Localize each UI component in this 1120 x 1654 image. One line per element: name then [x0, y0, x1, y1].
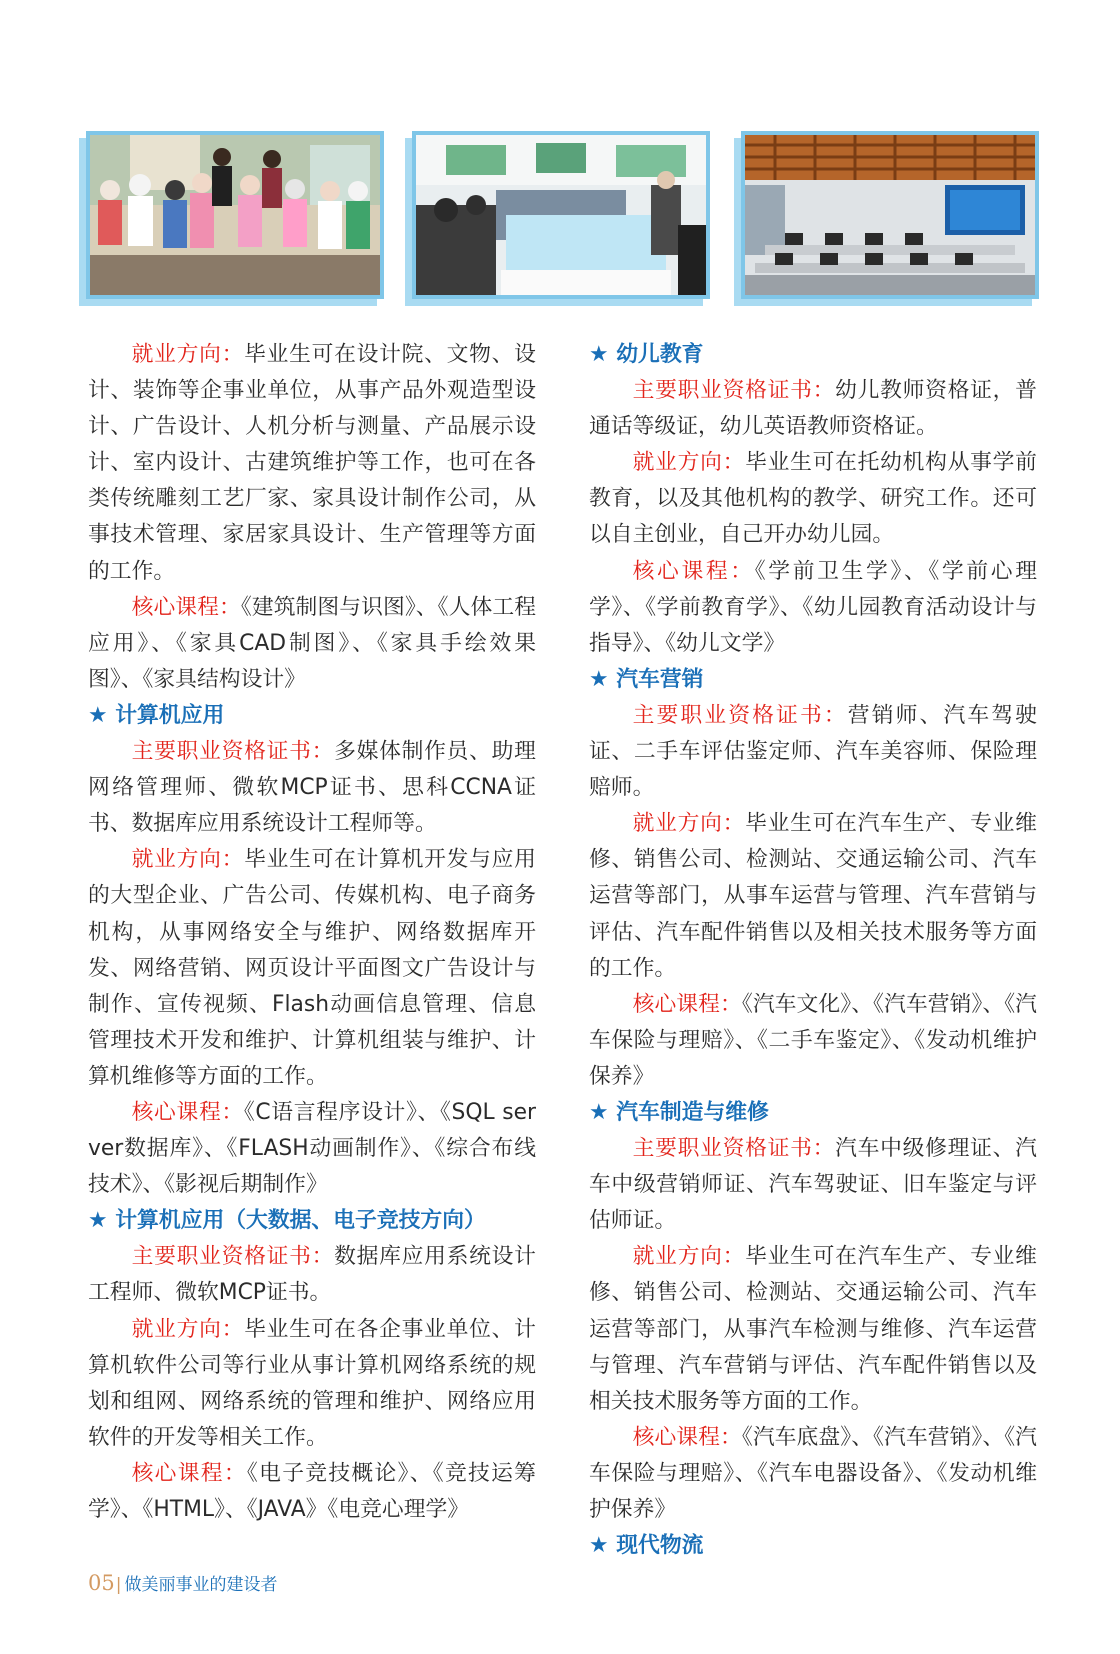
paragraph: [88, 734, 536, 842]
section-heading: [589, 662, 1037, 698]
section-heading: [589, 1528, 1037, 1564]
page-number: 05: [88, 1571, 115, 1595]
star-icon: ★: [589, 1099, 609, 1125]
paragraph: [88, 1239, 536, 1311]
photo-sand-table-exhibition: [412, 131, 710, 299]
star-icon: ★: [589, 342, 609, 367]
footer-divider: |: [115, 1575, 122, 1595]
section-label: 就业方向：: [632, 811, 746, 837]
section-label: 就业方向：: [632, 450, 746, 476]
heading-text: 汽车制造与维修: [616, 1099, 769, 1125]
paragraph-text: 《学前卫生学》、《学前心理学》、《学前教育学》、《幼儿园教育活动设计与指导》、《幼儿文学》: [589, 558, 1037, 656]
section-heading: [589, 337, 1037, 373]
paragraph: [589, 554, 1037, 662]
section-label: 主要职业资格证书：: [131, 739, 335, 765]
paragraph-text: 汽车中级修理证、汽车中级营销师证、汽车驾驶证、旧车鉴定与评估师证。: [589, 1136, 1037, 1234]
section-label: 核心课程：: [632, 991, 742, 1017]
section-label: 就业方向：: [131, 1316, 245, 1342]
section-label: 就业方向：: [131, 342, 245, 367]
star-icon: ★: [589, 666, 609, 692]
paragraph: [589, 806, 1037, 986]
section-label: 主要职业资格证书：: [632, 1136, 836, 1162]
paragraph-text: 《汽车文化》、《汽车营销》、《汽车保险与理赔》、《二手车鉴定》、《发动机维护保养》: [589, 991, 1037, 1089]
paragraph-text: 《C语言程序设计》、《SQL server数据库》、《FLASH动画制作》、《综合布线技术》、《影视后期制作》: [88, 1099, 536, 1198]
paragraph-text: 营销师、汽车驾驶证、二手车评估鉴定师、汽车美容师、保险理赔师。: [589, 702, 1037, 801]
section-label: 主要职业资格证书：: [131, 1244, 335, 1270]
section-label: 核心课程：: [131, 1099, 244, 1125]
section-label: 就业方向：: [131, 847, 245, 873]
paragraph: [88, 1095, 536, 1203]
paragraph: [589, 698, 1037, 806]
star-icon: ★: [88, 702, 108, 728]
paragraph-text: 《汽车底盘》、《汽车营销》、《汽车保险与理赔》、《汽车电器设备》、《发动机维护保养》: [589, 1424, 1037, 1522]
paragraph-text: 毕业生可在计算机开发与应用的大型企业、广告公司、传媒机构、电子商务机构，从事网络安全与维护、网络数据库开发、网络营销、网页设计平面图文广告设计与制作、宣传视频、Flash动画信息管理、信息管理技术开发和维护、计算机组装与维护、计算机维修等方面的工作。: [88, 847, 536, 1089]
paragraph-text: 《建筑制图与识图》、《人体工程应用》、《家具CAD制图》、《家具手绘效果图》、《家具结构设计》: [88, 594, 536, 692]
paragraph: [88, 1312, 536, 1456]
paragraph: [88, 842, 536, 1095]
paragraph: [589, 445, 1037, 553]
paragraph-text: 毕业生可在各企事业单位、计算机软件公司等行业从事计算机网络系统的规划和组网、网络系统的管理和维护、网络应用软件的开发等相关工作。: [88, 1316, 536, 1450]
paragraph: [88, 1456, 536, 1528]
footer-slogan: 做美丽事业的建设者: [124, 1575, 278, 1595]
paragraph-text: 《电子竞技概论》、《竞技运筹学》、《HTML》、《JAVA》《电竞心理学》: [88, 1460, 536, 1522]
right-column: [589, 337, 1037, 1564]
paragraph-text: 毕业生可在汽车生产、专业维修、销售公司、检测站、交通运输公司、汽车运营等部门，从事汽车检测与维修、汽车运营与管理、汽车营销与评估、汽车配件销售以及相关技术服务等方面的工作。: [589, 1244, 1037, 1414]
star-icon: ★: [88, 1208, 108, 1234]
page-footer: [88, 1571, 277, 1597]
paragraph: [88, 337, 536, 590]
paragraph-text: 毕业生可在汽车生产、专业维修、销售公司、检测站、交通运输公司、汽车运营等部门，从事车运营与管理、汽车营销与评估、汽车配件销售以及相关技术服务等方面的工作。: [589, 811, 1037, 981]
photo-computer-lab: [741, 131, 1039, 299]
paragraph: [88, 590, 536, 698]
heading-text: 幼儿教育: [616, 342, 704, 367]
heading-text: 现代物流: [616, 1533, 704, 1559]
heading-text: 计算机应用（大数据、电子竞技方向）: [115, 1208, 486, 1234]
section-heading: [589, 1095, 1037, 1131]
section-heading: [88, 1203, 536, 1239]
paragraph-text: 多媒体制作员、助理网络管理师、微软MCP证书、思科CCNA证书、数据库应用系统设计工程师等。: [88, 739, 536, 837]
paragraph: [589, 1131, 1037, 1239]
section-heading: [88, 698, 536, 734]
paragraph: [589, 987, 1037, 1095]
heading-text: 计算机应用: [115, 702, 225, 728]
photo-kindergarten-children: [86, 131, 384, 299]
section-label: 核心课程：: [632, 1424, 742, 1450]
section-label: 核心课程：: [632, 558, 755, 584]
section-label: 核心课程：: [131, 1460, 247, 1486]
section-label: 核心课程：: [131, 594, 241, 620]
paragraph-text: 幼儿教师资格证，普通话等级证，幼儿英语教师资格证。: [589, 378, 1037, 440]
heading-text: 汽车营销: [616, 666, 704, 692]
paragraph-text: 数据库应用系统设计工程师、微软MCP证书。: [88, 1244, 536, 1306]
paragraph-text: 毕业生可在托幼机构从事学前教育，以及其他机构的教学、研究工作。还可以自主创业，自己开办幼儿园。: [589, 450, 1037, 548]
paragraph: [589, 1420, 1037, 1528]
section-label: 主要职业资格证书：: [632, 702, 848, 728]
paragraph: [589, 1239, 1037, 1419]
paragraph: [589, 373, 1037, 445]
paragraph-text: 毕业生可在设计院、文物、设计、装饰等企事业单位，从事产品外观造型设计、广告设计、人机分析与测量、产品展示设计、室内设计、古建筑维护等工作，也可在各类传统雕刻工艺厂家、家具设计制作公司，从事技术管理、家居家具设计、生产管理等方面的工作。: [88, 342, 536, 584]
star-icon: ★: [589, 1533, 609, 1559]
section-label: 主要职业资格证书：: [632, 378, 836, 404]
left-column: [88, 337, 536, 1528]
section-label: 就业方向：: [632, 1244, 746, 1270]
